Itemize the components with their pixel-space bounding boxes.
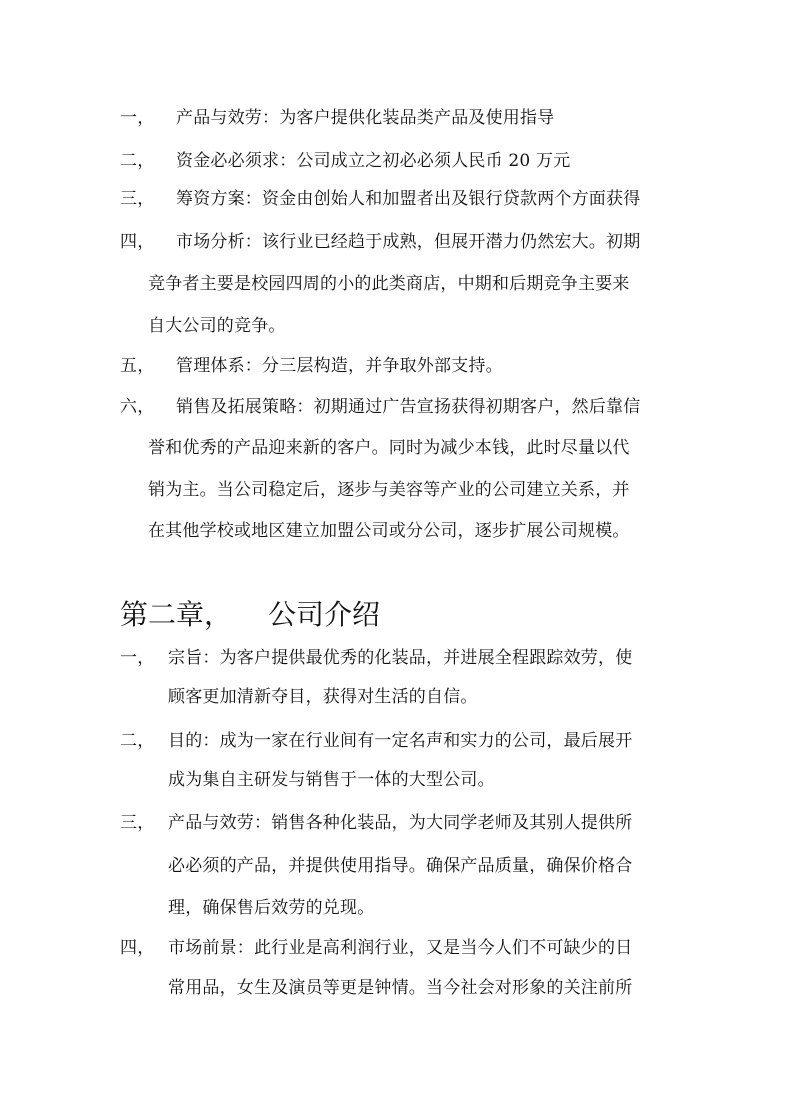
item-number: 六， [120,397,155,417]
item-number: 一， [120,108,155,128]
item-text: 目的：成为一家在行业间有一定名声和实力的公司，最后展开 [168,731,633,751]
item-text: 成为集自主研发与销售于一体的大型公司。 [168,770,495,790]
item-text: 产品与效劳：销售各种化装品，为大同学老师及其别人提供所 [168,813,633,833]
item-text: 市场前景：此行业是高利润行业，又是当今人们不可缺少的日 [168,938,633,958]
item-text: 自大公司的竞争。 [148,316,286,336]
item-number: 四， [120,938,155,958]
item-number: 五， [120,356,155,376]
item-number: 二， [120,151,155,171]
item-number: 三， [120,813,155,833]
item-number: 二， [120,731,155,751]
chapter-title: 公司介绍 [268,598,381,631]
item-number: 四， [120,232,155,252]
item-text: 必必须的产品，并提供使用指导。确保产品质量，确保价格合 [168,856,633,876]
item-text: 销为主。当公司稳定后，逐步与美容等产业的公司建立关系，并 [148,480,630,500]
item-text: 筹资方案：资金由创始人和加盟者出及银行贷款两个方面获得 [176,189,641,209]
chapter-heading [120,598,380,632]
item-text: 市场分析：该行业已经趋于成熟，但展开潜力仍然宏大。初期 [176,232,641,252]
item-text: 理，确保售后效劳的兑现。 [168,898,375,918]
item-number: 一， [120,648,155,668]
item-text: 在其他学校或地区建立加盟公司或分公司，逐步扩展公司规模。 [148,521,630,541]
item-text: 销售及拓展策略：初期通过广告宣扬获得初期客户，然后靠信 [176,397,641,417]
item-number: 三， [120,189,155,209]
item-text: 产品与效劳：为客户提供化装品类产品及使用指导 [176,108,555,128]
chapter-label: 第二章， [120,598,233,631]
item-text: 誉和优秀的产品迎来新的客户。同时为减少本钱，此时尽量以代 [148,438,630,458]
item-text: 管理体系：分三层构造，并争取外部支持。 [176,356,503,376]
item-text: 顾客更加清新夺目，获得对生活的自信。 [168,687,478,707]
item-text: 竞争者主要是校园四周的小的此类商店，中期和后期竞争主要来 [148,274,630,294]
item-text: 资金必必须求：公司成立之初必必须人民币 20 万元 [176,151,571,171]
item-text: 常用品，女生及演员等更是钟情。当今社会对形象的关注前所 [168,978,633,998]
item-text: 宗旨：为客户提供最优秀的化装品，并进展全程跟踪效劳，使 [168,648,633,668]
